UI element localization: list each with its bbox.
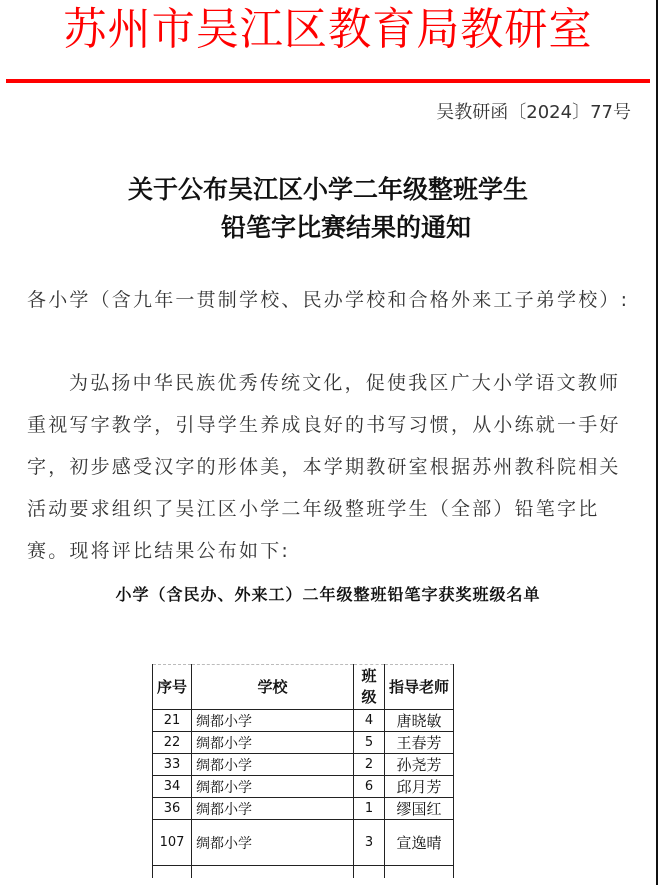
cell-teacher: 缪国红	[385, 798, 454, 820]
header-seq: 序号	[153, 665, 192, 710]
salutation: 各小学（含九年一贯制学校、民办学校和合格外来工子弟学校）:	[27, 289, 630, 311]
cell-class: 5	[354, 732, 385, 754]
cell-teacher: 邱月芳	[385, 776, 454, 798]
cell-seq: 36	[153, 798, 192, 820]
cell-school: 绸都小学	[192, 820, 354, 866]
cell-class: 6	[354, 776, 385, 798]
body-paragraph: 为弘扬中华民族优秀传统文化，促使我区广大小学语文教师重视写字教学，引导学生养成良好的书写习惯，从小练就一手好字，初步感受汉字的形体美，本学期教研室根据苏州教科院相关活动要求组织了吴江区小学二年级整班学生（全部）铅笔字比赛。现将评比结果公布如下:	[27, 372, 621, 562]
award-list-title: 小学（含民办、外来工）二年级整班铅笔字获奖班级名单	[115, 585, 541, 604]
cell-class: 2	[354, 754, 385, 776]
table-row	[153, 776, 454, 798]
cell-class: 4	[354, 710, 385, 732]
cell-empty	[192, 866, 354, 879]
table-row	[153, 710, 454, 732]
cell-seq: 22	[153, 732, 192, 754]
cell-seq: 21	[153, 710, 192, 732]
cell-school: 绸都小学	[192, 754, 354, 776]
cell-school: 绸都小学	[192, 776, 354, 798]
award-table	[152, 664, 454, 878]
table-row	[153, 798, 454, 820]
document-number: 吴教研函〔2024〕77号	[436, 102, 631, 123]
cell-seq: 107	[153, 820, 192, 866]
cell-class: 1	[354, 798, 385, 820]
header-teacher: 指导老师	[385, 665, 454, 710]
cell-teacher: 宣逸晴	[385, 820, 454, 866]
header-school: 学校	[192, 665, 354, 710]
cell-empty	[354, 866, 385, 879]
cell-seq: 34	[153, 776, 192, 798]
cell-class: 3	[354, 820, 385, 866]
red-divider-rule	[6, 79, 650, 83]
cell-seq: 33	[153, 754, 192, 776]
table-row-cut-off	[153, 866, 454, 879]
table-row	[153, 754, 454, 776]
cell-school: 绸都小学	[192, 798, 354, 820]
page-edge-border	[656, 0, 658, 885]
cell-empty	[153, 866, 192, 879]
header-class: 班级	[354, 665, 385, 710]
cell-teacher: 唐晓敏	[385, 710, 454, 732]
cell-school: 绸都小学	[192, 732, 354, 754]
cell-school: 绸都小学	[192, 710, 354, 732]
cell-empty	[385, 866, 454, 879]
table-row	[153, 820, 454, 866]
table-row	[153, 732, 454, 754]
cell-teacher: 孙尧芳	[385, 754, 454, 776]
table-header-row	[153, 665, 454, 710]
masthead-organization: 苏州市吴江区教育局教研室	[63, 4, 593, 55]
document-title-line1: 关于公布吴江区小学二年级整班学生	[127, 175, 528, 204]
document-title-line2: 铅笔字比赛结果的通知	[220, 213, 471, 242]
cell-teacher: 王春芳	[385, 732, 454, 754]
